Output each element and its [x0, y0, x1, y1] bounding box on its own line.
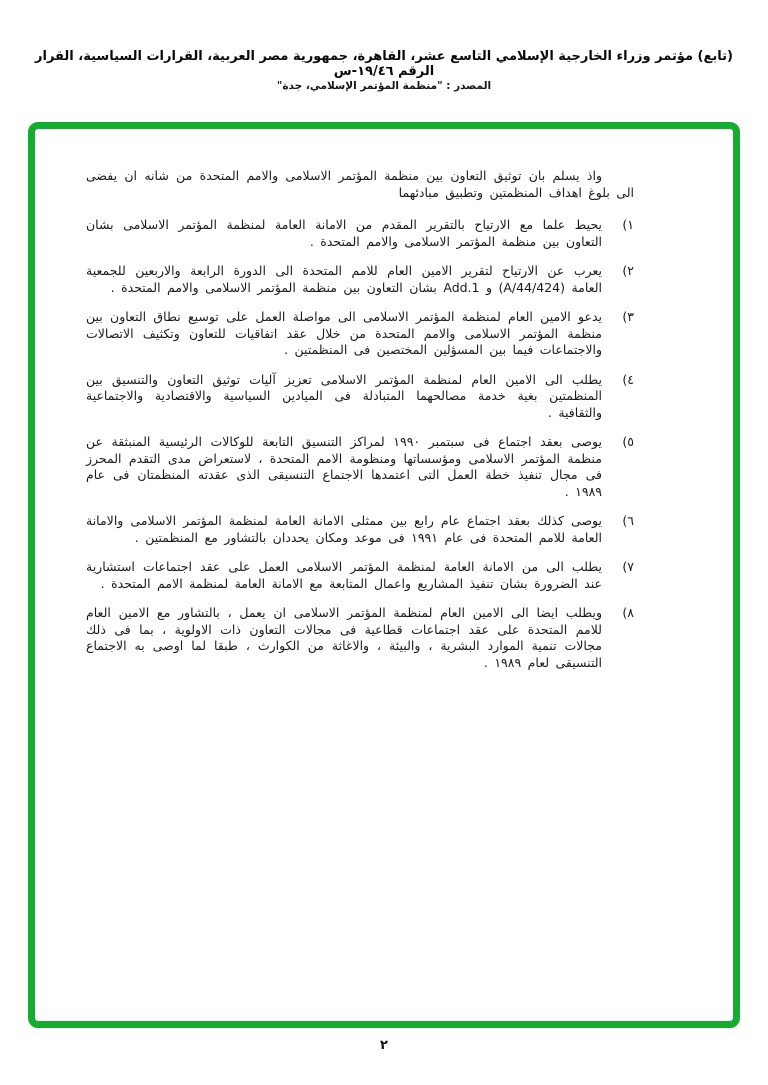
list-item [86, 605, 634, 671]
list-item [86, 309, 634, 359]
item-marker: ٢) [622, 263, 634, 278]
item-marker: ٨) [622, 605, 634, 620]
item-text: يعرب عن الارتياح لتقرير الامين العام للامم المتحدة الى الدورة الرابعة والاربعين للجمعية العامة (A/44/424) و Add.1 بشان التعاون بين منظمة المؤتمر الاسلامى والامم المتحدة . [86, 263, 602, 295]
item-text: يوصى بعقد اجتماع فى سبتمبر ١٩٩٠ لمراكز التنسيق التابعة للوكالات الرئيسية المنبثقة عن منظمة المؤتمر الاسلامى ومؤسساتها ومنظومة الامم المتحدة ، لاستعراض مدى التقدم المحرز فى مجال تنفيذ خطة العمل التى اعتمدها الاجتماع التنسيقى الذى عقدته المنظمتان فى عام ١٩٨٩ . [86, 434, 602, 499]
item-marker: ١) [622, 217, 634, 232]
item-marker: ٦) [622, 513, 634, 528]
intro-paragraph: واذ يسلم بان توثيق التعاون بين منظمة المؤتمر الاسلامى والامم المتحدة من شانه ان يفضى الى بلوغ اهداف المنظمتين وتطبيق مبادئهما [86, 168, 634, 200]
list-item [86, 513, 634, 546]
item-marker: ٤) [622, 371, 634, 387]
list-item [86, 559, 634, 592]
item-text: ويطلب ايضا الى الامين العام لمنظمة المؤتمر الاسلامى ان يعمل ، بالتشاور مع الامين العام للامم المتحدة على عقد اجتماعات قطاعية فى مجالات التعاون ذات الاولوية ، بما فى ذلك مجالات تنمية الموارد البشرية ، والبيئة ، والاغاثة من الكوارث ، طبقا لما اوصى به الاجتماع التنسيقى لعام ١٩٨٩ . [86, 605, 602, 670]
item-text: يطلب الى من الامانة العامة لمنظمة المؤتمر الاسلامى العمل على عقد اجتماعات استشارية عند الضرورة بشان تنفيذ المشاريع واعمال المتابعة مع الامانة العامة لمنظمة الامم المتحدة . [86, 559, 602, 591]
page-number: ٢ [380, 1038, 388, 1053]
item-marker: ٣) [622, 309, 634, 324]
list-item [86, 434, 634, 500]
item-text: يطلب الى الامين العام لمنظمة المؤتمر الاسلامى تعزيز آليات توثيق التعاون والتنسيق بين المنظمتين بغية خدمة مصالحهما المتبادلة فى الميادين السياسية والاقتصادية والاجتماعية والثقافية . [86, 371, 602, 420]
document-header-title: (تابع) مؤتمر وزراء الخارجية الإسلامي التاسع عشر، القاهرة، جمهورية مصر العربية، القرارات السياسية، القرار الرقم ١٩/٤٦-س [35, 49, 733, 79]
item-marker: ٧) [622, 559, 634, 574]
document-source-line: المصدر : "منظمة المؤتمر الإسلامي، جدة" [276, 80, 492, 92]
item-text: يوصى كذلك بعقد اجتماع عام رابع بين ممثلى الامانة العامة لمنظمة المؤتمر الاسلامى والامانة العامة للامم المتحدة فى عام ١٩٩١ فى موعد ومكان يحددان بالتشاور مع المنظمتين . [86, 513, 602, 545]
list-item [86, 372, 634, 422]
item-text: يحيط علما مع الارتياح بالتقرير المقدم من الامانة العامة لمنظمة المؤتمر الاسلامى بشان التعاون بين منظمة المؤتمر الاسلامى والامم المتحدة . [86, 217, 602, 249]
document-body [86, 168, 634, 684]
item-text: يدعو الامين العام لمنظمة المؤتمر الاسلامى الى مواصلة العمل على توسيع نطاق التعاون بين منظمة المؤتمر الاسلامى والامم المتحدة من خلال عقد اتفاقيات للتعاون وتكثيف الاتصالات والاجتماعات فيما بين المسؤلين المختصين فى المنظمتين . [86, 309, 602, 357]
list-item [86, 263, 634, 296]
item-marker: ٥) [622, 434, 634, 449]
list-item [86, 217, 634, 250]
